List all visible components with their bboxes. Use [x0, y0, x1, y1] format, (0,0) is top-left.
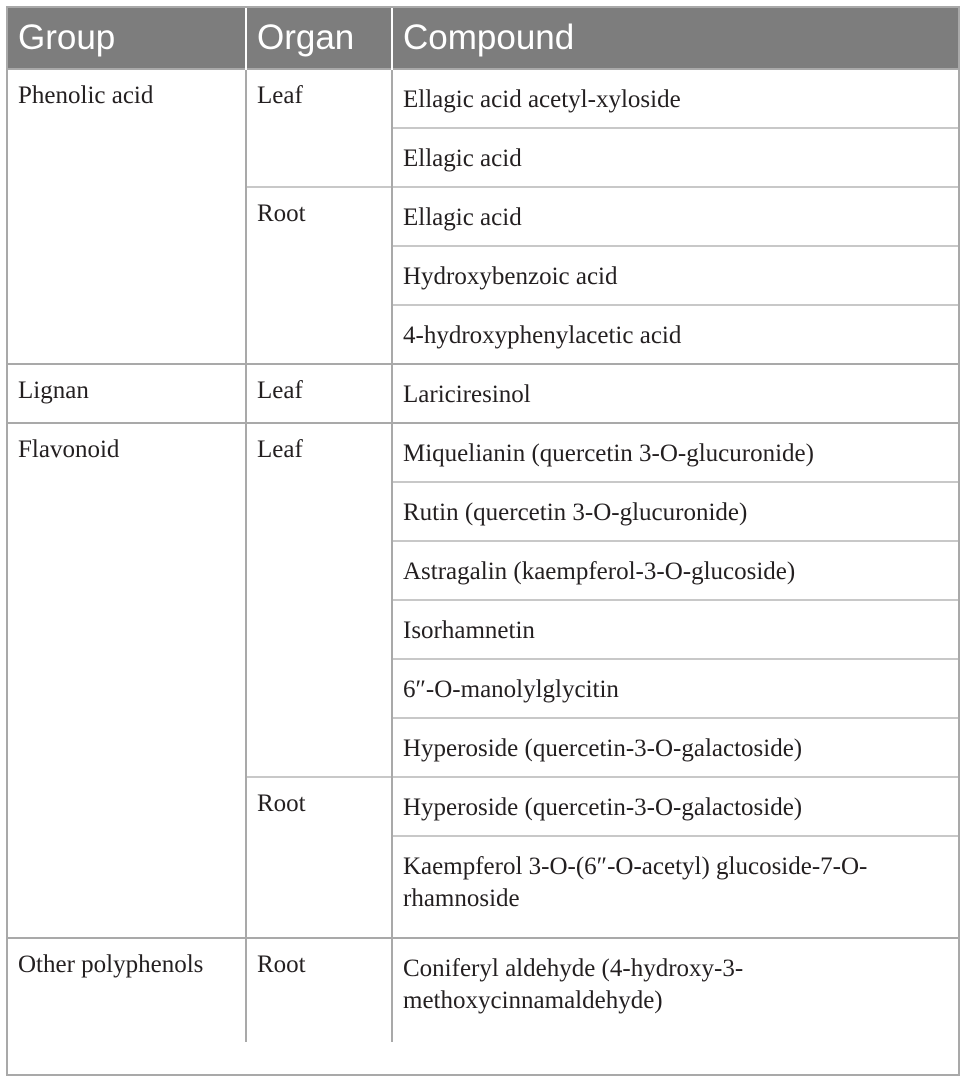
compound-cell: Kaempferol 3-O-(6″-O-acetyl) glucoside-7-O-rhamnoside [392, 836, 958, 938]
compound-cell: 4-hydroxyphenylacetic acid [392, 305, 958, 364]
compound-cell: Rutin (quercetin 3-O-glucuronide) [392, 482, 958, 541]
table-row [8, 423, 958, 482]
compound-cell: Hydroxybenzoic acid [392, 246, 958, 305]
organ-cell: Leaf [246, 364, 392, 423]
organ-cell: Root [246, 938, 392, 1042]
compound-cell: Hyperoside (quercetin-3-O-galactoside) [392, 777, 958, 836]
organ-cell: Root [246, 187, 392, 364]
header-compound: Compound [392, 8, 958, 69]
table-header-row [8, 8, 958, 69]
group-cell: Flavonoid [8, 423, 246, 938]
compound-cell: Lariciresinol [392, 364, 958, 423]
compound-cell: Hyperoside (quercetin-3-O-galactoside) [392, 718, 958, 777]
organ-cell: Leaf [246, 69, 392, 187]
compound-cell: Miquelianin (quercetin 3-O-glucuronide) [392, 423, 958, 482]
compound-cell: Coniferyl aldehyde (4-hydroxy-3-methoxycinnamaldehyde) [392, 938, 958, 1042]
group-cell: Phenolic acid [8, 69, 246, 364]
organ-cell: Root [246, 777, 392, 938]
compound-table-container [6, 6, 960, 1076]
compound-cell: Ellagic acid [392, 187, 958, 246]
table-row [8, 69, 958, 128]
compound-cell: Isorhamnetin [392, 600, 958, 659]
table-row [8, 938, 958, 1042]
group-cell: Lignan [8, 364, 246, 423]
organ-cell: Leaf [246, 423, 392, 777]
header-organ: Organ [246, 8, 392, 69]
group-cell: Other polyphenols [8, 938, 246, 1042]
table-row [8, 364, 958, 423]
header-group: Group [8, 8, 246, 69]
compound-table [8, 8, 958, 1042]
compound-cell: 6″-O-manolylglycitin [392, 659, 958, 718]
compound-cell: Ellagic acid acetyl-xyloside [392, 69, 958, 128]
compound-cell: Astragalin (kaempferol-3-O-glucoside) [392, 541, 958, 600]
compound-cell: Ellagic acid [392, 128, 958, 187]
